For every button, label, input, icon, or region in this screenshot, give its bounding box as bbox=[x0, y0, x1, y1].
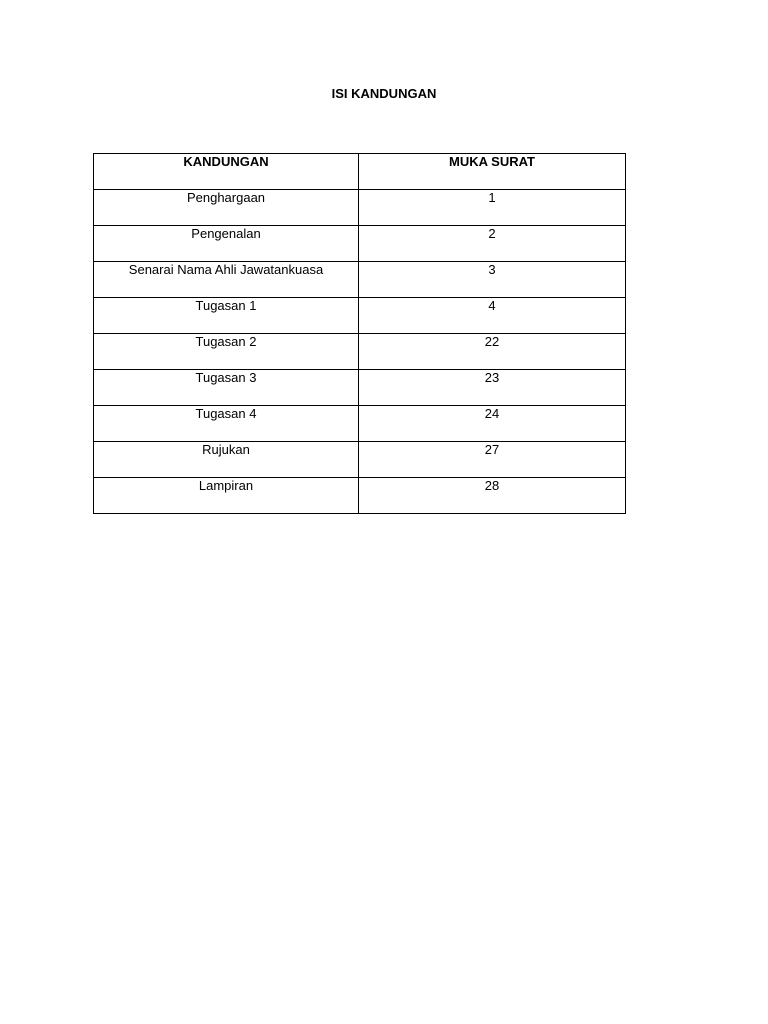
muka-surat-text: 2 bbox=[488, 226, 496, 241]
table-row bbox=[94, 190, 626, 226]
muka-surat-cell bbox=[359, 406, 626, 442]
kandungan-cell bbox=[94, 226, 359, 262]
kandungan-text: Tugasan 3 bbox=[195, 370, 257, 385]
kandungan-text: Tugasan 4 bbox=[195, 406, 257, 421]
muka-surat-text: 1 bbox=[488, 190, 496, 205]
muka-surat-cell bbox=[359, 190, 626, 226]
muka-surat-text: 28 bbox=[484, 478, 500, 493]
header-muka-surat bbox=[359, 154, 626, 190]
kandungan-text: Tugasan 2 bbox=[195, 334, 257, 349]
kandungan-cell bbox=[94, 190, 359, 226]
muka-surat-text: 23 bbox=[484, 370, 500, 385]
kandungan-cell bbox=[94, 478, 359, 514]
kandungan-text: Pengenalan bbox=[191, 226, 261, 241]
kandungan-text: Senarai Nama Ahli Jawatankuasa bbox=[128, 262, 324, 277]
kandungan-cell bbox=[94, 370, 359, 406]
muka-surat-text: 22 bbox=[484, 334, 500, 349]
table-row bbox=[94, 406, 626, 442]
muka-surat-cell bbox=[359, 442, 626, 478]
kandungan-text: Lampiran bbox=[198, 478, 254, 493]
muka-surat-text: 4 bbox=[488, 298, 496, 313]
table-row bbox=[94, 334, 626, 370]
muka-surat-text: 24 bbox=[484, 406, 500, 421]
kandungan-text: Penghargaan bbox=[186, 190, 266, 205]
table-row bbox=[94, 478, 626, 514]
table-row bbox=[94, 262, 626, 298]
table-row bbox=[94, 442, 626, 478]
page-title: ISI KANDUNGAN bbox=[331, 86, 437, 101]
muka-surat-cell bbox=[359, 226, 626, 262]
muka-surat-cell bbox=[359, 370, 626, 406]
table-row bbox=[94, 298, 626, 334]
muka-surat-cell bbox=[359, 478, 626, 514]
muka-surat-text: 27 bbox=[484, 442, 500, 457]
muka-surat-cell bbox=[359, 262, 626, 298]
header-kandungan bbox=[94, 154, 359, 190]
kandungan-cell bbox=[94, 442, 359, 478]
table-row bbox=[94, 370, 626, 406]
kandungan-cell bbox=[94, 298, 359, 334]
muka-surat-cell bbox=[359, 298, 626, 334]
header-kandungan-label: KANDUNGAN bbox=[183, 154, 269, 169]
table-of-contents bbox=[93, 153, 626, 514]
muka-surat-text: 3 bbox=[488, 262, 496, 277]
kandungan-cell bbox=[94, 262, 359, 298]
kandungan-text: Rujukan bbox=[202, 442, 250, 457]
table-row bbox=[94, 226, 626, 262]
kandungan-cell bbox=[94, 334, 359, 370]
header-muka-surat-label: MUKA SURAT bbox=[449, 154, 535, 169]
table-header-row bbox=[94, 154, 626, 190]
kandungan-cell bbox=[94, 406, 359, 442]
kandungan-text: Tugasan 1 bbox=[195, 298, 257, 313]
muka-surat-cell bbox=[359, 334, 626, 370]
